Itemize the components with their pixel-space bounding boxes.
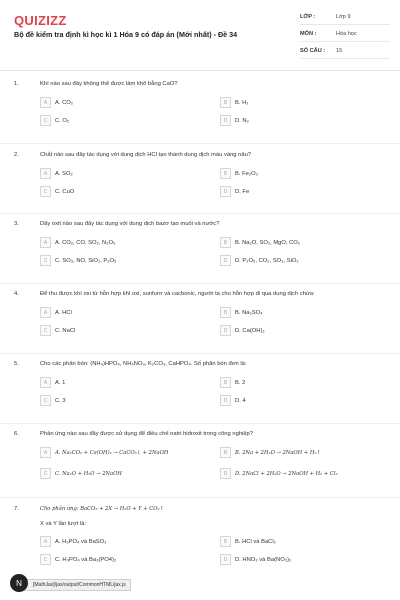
option-b[interactable]	[220, 377, 386, 388]
option-d[interactable]	[220, 554, 386, 565]
option-text: D. 4	[235, 397, 246, 404]
option-text: A. 1	[55, 379, 66, 386]
option-c[interactable]	[40, 554, 220, 565]
options	[40, 377, 386, 406]
option-letter: C	[40, 115, 51, 126]
options	[40, 97, 386, 126]
option-letter: B	[220, 97, 231, 108]
option-letter: A	[40, 97, 51, 108]
question-4	[14, 290, 386, 336]
divider	[0, 283, 400, 284]
option-letter: B	[220, 447, 231, 458]
meta-key: MÔN :	[300, 31, 317, 37]
question-3	[14, 220, 386, 266]
document-title: Bộ đề kiểm tra định kì học kì 1 Hóa 9 có đáp án (Mới nhất) - Đề 34	[14, 30, 238, 39]
question-text: Cho phản ứng: BaCO₃ + 2X → H₂O + Y + CO₂↑	[40, 506, 164, 512]
question-text: Chất nào sau đây tác dụng với dung dịch HCl tạo thành dung dịch màu vàng nâu?	[40, 152, 252, 158]
option-letter: A	[40, 168, 51, 179]
option-letter: A	[40, 536, 51, 547]
option-text: A. HCl	[55, 309, 72, 316]
option-letter: D	[220, 554, 231, 565]
option-text: C. NaCl	[55, 327, 76, 334]
meta-row-class	[300, 10, 390, 25]
option-b[interactable]	[220, 447, 386, 458]
option-a[interactable]	[40, 97, 220, 108]
question-number: 6.	[14, 431, 19, 437]
question-text: Cho các phân bón: (NH₄)HPO₄, NH₄NO₃, K₂CO₃, CaHPO₄. Số phân bón đơn là:	[40, 361, 247, 367]
meta-key: LỚP :	[300, 14, 316, 20]
option-text: C. O₂	[55, 117, 70, 124]
option-letter: C	[40, 395, 51, 406]
question-2	[14, 151, 386, 197]
option-letter: B	[220, 307, 231, 318]
option-b[interactable]	[220, 97, 386, 108]
option-text: B. 2Na + 2H₂O → 2NaOH + H₂↑	[235, 449, 321, 456]
option-letter: C	[40, 468, 51, 479]
option-letter: B	[220, 536, 231, 547]
option-text: B. 2	[235, 379, 246, 386]
meta-row-subject	[300, 27, 390, 42]
option-letter: C	[40, 186, 51, 197]
question-number: 7.	[14, 506, 19, 512]
option-text: B. Na₂SO₄	[235, 309, 263, 316]
option-text: B. HCl và BaCl₂	[235, 538, 276, 545]
option-c[interactable]	[40, 115, 220, 126]
question-text: Để thu được khí oxi từ hỗn hợp khí oxi, sunfurơ và cacbonic, người ta cho hỗn hợp đi qua dung dịch chứa:	[40, 291, 315, 297]
option-text: D. HNO₃ và Ba(NO₃)₂	[235, 556, 292, 563]
question-6	[14, 430, 386, 479]
meta-table	[300, 10, 390, 61]
option-c[interactable]	[40, 255, 220, 266]
option-letter: B	[220, 377, 231, 388]
option-text: C. SO₃, NO, SiO₂, P₂O₅	[55, 257, 117, 264]
option-c[interactable]	[40, 468, 220, 479]
divider	[0, 353, 400, 354]
option-letter: C	[40, 554, 51, 565]
option-letter: C	[40, 255, 51, 266]
meta-value: Lớp 9	[336, 14, 351, 20]
quizizz-logo: QUIZIZZ	[14, 13, 67, 28]
option-a[interactable]	[40, 447, 220, 458]
option-a[interactable]	[40, 237, 220, 248]
option-letter: D	[220, 186, 231, 197]
option-text: A. CO₂, CO, SO₂, N₂O₅	[55, 239, 116, 246]
question-number: 5.	[14, 361, 19, 367]
option-letter: D	[220, 115, 231, 126]
option-text: A. H₃PO₄ và BaSO₃	[55, 538, 107, 545]
option-letter: D	[220, 325, 231, 336]
question-subtext: X và Y lần lượt là:	[40, 521, 87, 527]
option-text: B. Fe₂O₃	[235, 170, 258, 177]
header	[0, 0, 400, 71]
option-text: D. P₂O₅, CO₂, SO₃, SiO₂	[235, 257, 299, 264]
question-number: 2.	[14, 152, 19, 158]
mathjax-status-bar: [MathJax]/jax/output/CommonHTML/jax.js	[20, 579, 131, 591]
option-b[interactable]	[220, 168, 386, 179]
option-text: B. Na₂O, SO₂, MgO, CO₂	[235, 239, 301, 246]
option-text: D. 2NaCl + 2H₂O → 2NaOH + H₂ + Cl₂	[235, 470, 338, 477]
question-text: Dãy oxit nào sau đây tác dụng với dung dịch bazơ tạo muối và nước?	[40, 221, 220, 227]
option-text: C. 3	[55, 397, 66, 404]
meta-value: 15	[336, 48, 343, 54]
option-letter: D	[220, 468, 231, 479]
option-c[interactable]	[40, 395, 220, 406]
option-letter: A	[40, 237, 51, 248]
option-text: C. CuO	[55, 188, 75, 195]
option-letter: D	[220, 255, 231, 266]
notion-button[interactable]: N	[10, 574, 28, 592]
option-letter: D	[220, 395, 231, 406]
option-a[interactable]	[40, 168, 220, 179]
question-1	[14, 80, 386, 126]
question-7	[14, 505, 386, 565]
question-number: 3.	[14, 221, 19, 227]
meta-key: SỐ CÂU :	[300, 48, 326, 54]
option-text: C. Na₂O + H₂O → 2NaOH	[55, 470, 122, 477]
option-a[interactable]	[40, 307, 220, 318]
option-c[interactable]	[40, 186, 220, 197]
option-text: D. N₂	[235, 117, 249, 124]
question-text: Khí nào sau đây không thể được làm khô bằng CaO?	[40, 81, 178, 87]
option-text: A. CO₂	[55, 99, 74, 106]
option-d[interactable]	[220, 468, 386, 479]
option-b[interactable]	[220, 536, 386, 547]
option-letter: A	[40, 307, 51, 318]
option-text: D. Fe	[235, 188, 250, 195]
option-d[interactable]	[220, 186, 386, 197]
divider	[0, 497, 400, 498]
option-text: C. H₃PO₄ và Ba₃(PO4)₂	[55, 556, 117, 563]
options	[40, 307, 386, 336]
option-text: B. H₂	[235, 99, 249, 106]
option-d[interactable]	[220, 395, 386, 406]
option-d[interactable]	[220, 115, 386, 126]
option-a[interactable]	[40, 536, 220, 547]
option-d[interactable]	[220, 255, 386, 266]
meta-value: Hóa học	[336, 31, 357, 37]
option-letter: B	[220, 237, 231, 248]
option-letter: A	[40, 377, 51, 388]
question-5	[14, 360, 386, 406]
options	[40, 237, 386, 266]
option-letter: B	[220, 168, 231, 179]
meta-row-count	[300, 44, 390, 59]
question-number: 4.	[14, 291, 19, 297]
option-text: D. Ca(OH)₂	[235, 327, 265, 334]
option-a[interactable]	[40, 377, 220, 388]
option-letter: C	[40, 325, 51, 336]
divider	[0, 213, 400, 214]
option-d[interactable]	[220, 325, 386, 336]
option-text: A. Na₂CO₃ + Ca(OH)₂ → CaCO₃↓ + 2NaOH	[55, 449, 169, 456]
option-c[interactable]	[40, 325, 220, 336]
options	[40, 447, 386, 479]
options	[40, 168, 386, 197]
divider	[0, 143, 400, 144]
question-text: Phản ứng nào sau đây được sử dụng để điều chế natri hidroxit trong công nghiệp?	[40, 431, 254, 437]
option-b[interactable]	[220, 237, 386, 248]
option-text: A. SO₂	[55, 170, 73, 177]
options	[40, 536, 386, 565]
question-number: 1.	[14, 81, 19, 87]
divider	[0, 423, 400, 424]
option-letter: A	[40, 447, 51, 458]
option-b[interactable]	[220, 307, 386, 318]
